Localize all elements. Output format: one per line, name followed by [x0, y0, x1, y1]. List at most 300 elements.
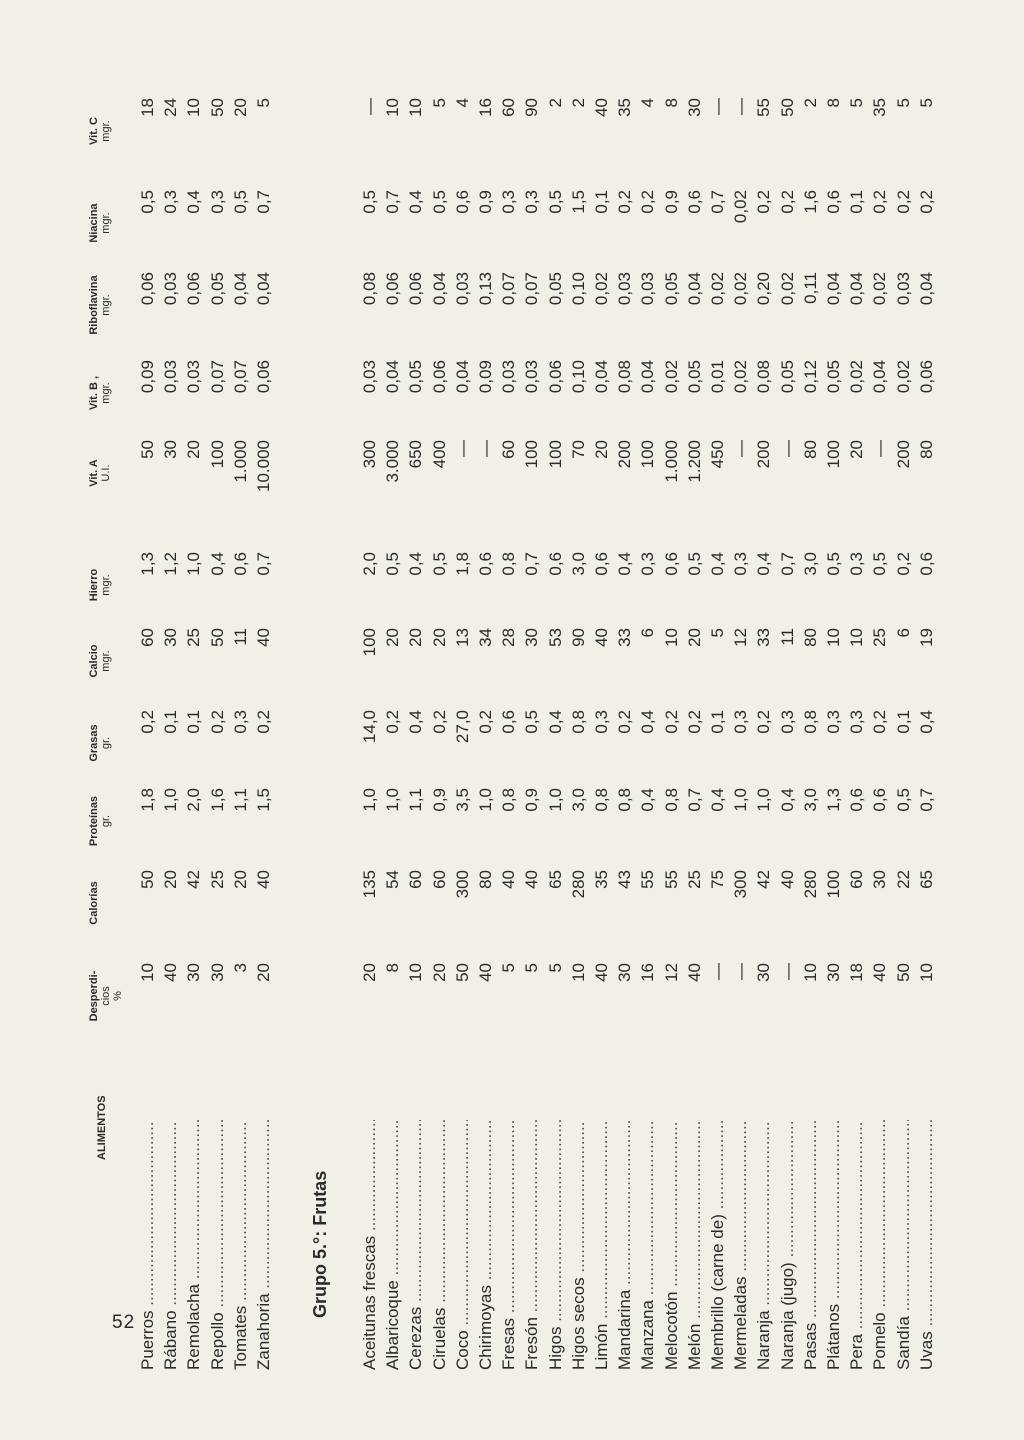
riboflavina-cell: 0,03 — [615, 272, 635, 306]
food-name: Higos secos ..... — [569, 1120, 589, 1370]
header-grasas — [88, 698, 112, 788]
desperdicios-cell: 20 — [360, 963, 379, 982]
calorias-cell: 60 — [847, 870, 867, 889]
calorias-cell: 100 — [824, 870, 843, 899]
vit-a-cell: 30 — [161, 440, 181, 459]
proteinas-cell: 1,0 — [545, 788, 565, 812]
niacina-cell: 0,2 — [893, 190, 913, 214]
grasas-cell: 0,8 — [568, 710, 588, 734]
riboflavina-cell: 0,04 — [916, 272, 936, 306]
niacina-cell: 0,5 — [429, 190, 449, 214]
proteinas-cell: 1,0 — [161, 788, 181, 812]
header-line: mgr. — [100, 294, 112, 316]
vit-a-cell: 300 — [360, 440, 379, 469]
calorias-cell: 40 — [522, 870, 542, 889]
calcio-cell: 19 — [916, 628, 936, 647]
calorias-cell: 25 — [684, 870, 704, 889]
food-name: Coco ..... — [453, 1120, 473, 1370]
desperdicios-cell: — — [708, 963, 727, 980]
food-name: Puerros ..... — [138, 1120, 158, 1370]
vit-c-cell: 5 — [916, 98, 936, 108]
niacina-cell: 0,02 — [731, 190, 751, 224]
vit-c-cell: 50 — [207, 98, 227, 117]
proteinas-cell: 0,8 — [615, 788, 635, 812]
niacina-cell: 0,4 — [184, 190, 204, 214]
calorias-cell: 65 — [545, 870, 565, 889]
vit-b-cell: 0,04 — [638, 360, 658, 394]
food-name: Manzana ..... — [638, 1120, 658, 1370]
header-riboflavina — [88, 260, 112, 350]
header-line: Proteínas — [88, 795, 100, 847]
desperdicios-cell: 18 — [847, 963, 867, 982]
calcio-cell: 33 — [754, 628, 774, 647]
niacina-cell: 0,1 — [847, 190, 867, 214]
proteinas-cell: 0,8 — [661, 788, 681, 812]
proteinas-cell: 0,9 — [429, 788, 449, 812]
calcio-cell: 10 — [661, 628, 681, 647]
grasas-cell: 0,5 — [522, 710, 542, 734]
calcio-cell: 10 — [824, 628, 843, 647]
hierro-cell: 0,4 — [615, 552, 635, 576]
grasas-cell: 0,3 — [230, 710, 250, 734]
calcio-cell: 28 — [499, 628, 519, 647]
niacina-cell: 0,3 — [207, 190, 227, 214]
desperdicios-cell: 30 — [184, 963, 204, 982]
desperdicios-cell: 5 — [522, 963, 542, 973]
food-name: Fresón ..... — [522, 1120, 542, 1370]
vit-b-cell: 0,03 — [522, 360, 542, 394]
vit-b-cell: 0,04 — [452, 360, 472, 394]
vit-c-cell: 2 — [545, 98, 565, 108]
vit-a-cell: — — [452, 440, 472, 457]
calorias-cell: 40 — [254, 870, 273, 889]
calorias-cell: 25 — [207, 870, 227, 889]
vit-a-cell: 1.000 — [661, 440, 681, 483]
vit-b-cell: 0,05 — [406, 360, 426, 394]
food-name: Plátanos ..... — [824, 1120, 844, 1370]
table-row — [208, 0, 230, 1370]
calorias-cell: 54 — [383, 870, 403, 889]
hierro-cell: 2,0 — [360, 552, 379, 576]
vit-a-cell: 100 — [207, 440, 227, 469]
vit-c-cell: 2 — [800, 98, 820, 108]
table-row — [685, 0, 707, 1370]
niacina-cell: 0,4 — [406, 190, 426, 214]
table-row — [184, 0, 206, 1370]
proteinas-cell: 1,0 — [754, 788, 774, 812]
food-name: Repollo ..... — [208, 1120, 228, 1370]
hierro-cell: 0,5 — [870, 552, 890, 576]
vit-c-cell: 40 — [592, 98, 611, 117]
header-line: Niacina — [88, 203, 100, 243]
hierro-cell: 0,6 — [916, 552, 936, 576]
vit-b-cell: 0,07 — [207, 360, 227, 394]
vit-a-cell: 650 — [406, 440, 426, 469]
vit-a-cell: 100 — [545, 440, 565, 469]
riboflavina-cell: 0,08 — [360, 272, 379, 306]
food-name: Fresas ..... — [499, 1120, 519, 1370]
riboflavina-cell: 0,04 — [230, 272, 250, 306]
vit-b-cell: 0,10 — [568, 360, 588, 394]
calorias-cell: 75 — [708, 870, 727, 889]
header-line: mgr. — [100, 382, 112, 404]
vit-b-cell: 0,02 — [893, 360, 913, 394]
niacina-cell: 0,7 — [383, 190, 403, 214]
calorias-cell: 40 — [499, 870, 519, 889]
riboflavina-cell: 0,02 — [708, 272, 727, 306]
riboflavina-cell: 0,06 — [138, 272, 157, 306]
riboflavina-cell: 0,03 — [638, 272, 658, 306]
desperdicios-cell: — — [731, 963, 751, 980]
calcio-cell: 40 — [254, 628, 273, 647]
calcio-cell: 50 — [207, 628, 227, 647]
vit-b-cell: 0,04 — [870, 360, 890, 394]
food-name: Tomates ..... — [231, 1120, 251, 1370]
page-number: 52 — [112, 1312, 136, 1333]
riboflavina-cell: 0,07 — [522, 272, 542, 306]
proteinas-cell: 3,5 — [452, 788, 472, 812]
hierro-cell: 0,2 — [893, 552, 913, 576]
hierro-cell: 0,4 — [708, 552, 727, 576]
vit-a-cell: 100 — [522, 440, 542, 469]
calcio-cell: 25 — [870, 628, 890, 647]
vit-a-cell: — — [777, 440, 797, 457]
proteinas-cell: 0,4 — [638, 788, 658, 812]
proteinas-cell: 0,7 — [684, 788, 704, 812]
vit-c-cell: 35 — [870, 98, 890, 117]
calcio-cell: 11 — [777, 628, 797, 646]
riboflavina-cell: 0,04 — [824, 272, 843, 306]
vit-b-cell: 0,12 — [800, 360, 820, 394]
hierro-cell: 0,5 — [824, 552, 843, 576]
table-row — [870, 0, 892, 1370]
vit-a-cell: — — [731, 440, 751, 457]
calcio-cell: 60 — [138, 628, 157, 647]
food-name: Rábano ..... — [161, 1120, 181, 1370]
vit-c-cell: 10 — [184, 98, 204, 117]
hierro-cell: 0,6 — [661, 552, 681, 576]
header-line: U.I. — [100, 464, 112, 482]
header-line: Vit. A — [88, 459, 100, 487]
calorias-cell: 50 — [138, 870, 157, 889]
proteinas-cell: 1,8 — [138, 788, 157, 812]
food-name: Naranja (jugo) ..... — [778, 1120, 798, 1370]
header-desperdicios — [88, 951, 124, 1041]
riboflavina-cell: 0,02 — [777, 272, 797, 306]
calcio-cell: 12 — [731, 628, 751, 647]
food-name: Zanahoria ..... — [254, 1120, 274, 1370]
calcio-cell: 11 — [230, 628, 250, 646]
food-name: Melocotón ..... — [662, 1120, 682, 1370]
niacina-cell: 1,6 — [800, 190, 820, 214]
vit-a-cell: 200 — [893, 440, 913, 469]
riboflavina-cell: 0,03 — [161, 272, 181, 306]
header-line: mgr. — [100, 650, 112, 672]
table-row — [476, 0, 498, 1370]
desperdicios-cell: 40 — [161, 963, 181, 982]
hierro-cell: 3,0 — [800, 552, 820, 576]
hierro-cell: 0,6 — [476, 552, 495, 576]
riboflavina-cell: 0,11 — [800, 272, 820, 304]
table-row — [847, 0, 869, 1370]
proteinas-cell: 1,5 — [254, 788, 273, 812]
vit-c-cell: 8 — [661, 98, 681, 108]
calorias-cell: 20 — [161, 870, 181, 889]
riboflavina-cell: 0,06 — [406, 272, 426, 306]
riboflavina-cell: 0,10 — [568, 272, 588, 306]
vit-c-cell: 55 — [754, 98, 774, 117]
hierro-cell: 0,7 — [522, 552, 542, 576]
vit-b-cell: 0,08 — [754, 360, 774, 394]
niacina-cell: 0,3 — [161, 190, 181, 214]
food-name: Aceitunas frescas ..... — [360, 1120, 380, 1370]
vit-a-cell: 80 — [916, 440, 936, 459]
table-row — [638, 0, 660, 1370]
vit-a-cell: 1.200 — [684, 440, 704, 483]
hierro-cell: 0,5 — [684, 552, 704, 576]
table-row — [546, 0, 568, 1370]
vit-c-cell: 5 — [847, 98, 867, 108]
desperdicios-cell: — — [777, 963, 797, 980]
vit-b-cell: 0,03 — [161, 360, 181, 394]
niacina-cell: 0,7 — [254, 190, 273, 214]
vit-c-cell: 5 — [254, 98, 273, 108]
calcio-cell: 53 — [545, 628, 565, 647]
calcio-cell: 20 — [429, 628, 449, 647]
vit-c-cell: 16 — [476, 98, 495, 117]
calorias-cell: 60 — [429, 870, 449, 889]
proteinas-cell: 1,0 — [383, 788, 403, 812]
vit-c-cell: 50 — [777, 98, 797, 117]
table-row — [801, 0, 823, 1370]
calcio-cell: 34 — [476, 628, 495, 647]
niacina-cell: 0,6 — [684, 190, 704, 214]
hierro-cell: 0,4 — [406, 552, 426, 576]
calorias-cell: 55 — [661, 870, 681, 889]
vit-b-cell: 0,02 — [661, 360, 681, 394]
calcio-cell: 25 — [184, 628, 204, 647]
hierro-cell: 0,5 — [383, 552, 403, 576]
proteinas-cell: 0,9 — [522, 788, 542, 812]
calorias-cell: 42 — [184, 870, 204, 889]
desperdicios-cell: 10 — [800, 963, 820, 982]
grasas-cell: 0,2 — [383, 710, 403, 734]
calcio-cell: 30 — [522, 628, 542, 647]
desperdicios-cell: 50 — [452, 963, 472, 982]
vit-c-cell: 10 — [383, 98, 403, 117]
table-row — [894, 0, 916, 1370]
niacina-cell: 0,7 — [708, 190, 727, 214]
desperdicios-cell: 40 — [476, 963, 495, 982]
vit-a-cell: 100 — [638, 440, 658, 469]
calorias-cell: 65 — [916, 870, 936, 889]
niacina-cell: 0,3 — [499, 190, 519, 214]
header-hierro — [88, 540, 112, 630]
riboflavina-cell: 0,05 — [661, 272, 681, 306]
header-line: cios — [100, 986, 112, 1006]
grasas-cell: 0,4 — [406, 710, 426, 734]
calcio-cell: 40 — [592, 628, 611, 647]
vit-c-cell: 60 — [499, 98, 519, 117]
header-line: Grasas — [88, 724, 100, 762]
riboflavina-cell: 0,13 — [476, 272, 495, 306]
riboflavina-cell: 0,02 — [870, 272, 890, 306]
calorias-cell: 35 — [592, 870, 611, 889]
hierro-cell: 0,5 — [429, 552, 449, 576]
hierro-cell: 0,3 — [731, 552, 751, 576]
vit-b-cell: 0,04 — [383, 360, 403, 394]
riboflavina-cell: 0,03 — [452, 272, 472, 306]
vit-c-cell: 4 — [638, 98, 658, 108]
calcio-cell: 33 — [615, 628, 635, 647]
header-proteinas — [88, 776, 112, 866]
header-line: mgr. — [100, 120, 112, 142]
proteinas-cell: 0,5 — [893, 788, 913, 812]
niacina-cell: 0,9 — [476, 190, 495, 214]
vit-a-cell: 20 — [592, 440, 611, 459]
table-row — [662, 0, 684, 1370]
food-name: Mermeladas ..... — [731, 1120, 751, 1370]
food-name: Uvas ..... — [917, 1120, 937, 1370]
desperdicios-cell: 20 — [254, 963, 273, 982]
vit-a-cell: — — [476, 440, 495, 457]
vit-a-cell: 20 — [184, 440, 204, 459]
grasas-cell: 0,3 — [592, 710, 611, 734]
food-name: Ciruelas ..... — [430, 1120, 450, 1370]
niacina-cell: 0,5 — [360, 190, 379, 214]
grasas-cell: 0,2 — [754, 710, 774, 734]
vit-b-cell: 0,03 — [184, 360, 204, 394]
header-line: Calcio — [88, 644, 100, 678]
niacina-cell: 0,5 — [545, 190, 565, 214]
vit-c-cell: 5 — [429, 98, 449, 108]
food-name: Albaricoque ..... — [383, 1120, 403, 1370]
table-row — [522, 0, 544, 1370]
hierro-cell: 0,8 — [499, 552, 519, 576]
niacina-cell: 0,2 — [638, 190, 658, 214]
vit-b-cell: 0,05 — [777, 360, 797, 394]
riboflavina-cell: 0,07 — [499, 272, 519, 306]
food-name: Pomelo ..... — [870, 1120, 890, 1370]
vit-b-cell: 0,06 — [916, 360, 936, 394]
vit-c-cell: — — [708, 98, 727, 115]
desperdicios-cell: 40 — [870, 963, 890, 982]
proteinas-cell: 0,8 — [499, 788, 519, 812]
food-name: Pasas ..... — [801, 1120, 821, 1370]
desperdicios-cell: 40 — [684, 963, 704, 982]
table-row — [754, 0, 776, 1370]
calorias-cell: 43 — [615, 870, 635, 889]
vit-b-cell: 0,02 — [847, 360, 867, 394]
hierro-cell: 0,4 — [207, 552, 227, 576]
calorias-cell: 300 — [731, 870, 751, 899]
food-name: Melón ..... — [685, 1120, 705, 1370]
grasas-cell: 0,2 — [254, 710, 273, 734]
proteinas-cell: 3,0 — [800, 788, 820, 812]
proteinas-cell: 1,0 — [731, 788, 751, 812]
nutrition-table — [88, 0, 988, 1370]
vit-c-cell: 5 — [893, 98, 913, 108]
table-row — [778, 0, 800, 1370]
grasas-cell: 0,8 — [800, 710, 820, 734]
grasas-cell: 0,2 — [207, 710, 227, 734]
table-row — [592, 0, 614, 1370]
grasas-cell: 0,1 — [184, 710, 204, 734]
riboflavina-cell: 0,04 — [847, 272, 867, 306]
vit-b-cell: 0,01 — [708, 360, 727, 394]
calcio-cell: 20 — [684, 628, 704, 647]
header-line: % — [112, 991, 124, 1001]
table-row — [231, 0, 253, 1370]
proteinas-cell: 1,6 — [207, 788, 227, 812]
desperdicios-cell: 10 — [406, 963, 426, 982]
niacina-cell: 0,2 — [754, 190, 774, 214]
proteinas-cell: 0,6 — [847, 788, 867, 812]
riboflavina-cell: 0,06 — [184, 272, 204, 306]
grasas-cell: 0,6 — [499, 710, 519, 734]
desperdicios-cell: 5 — [499, 963, 519, 973]
table-row — [824, 0, 846, 1370]
proteinas-cell: 1,0 — [360, 788, 379, 812]
vit-a-cell: 80 — [800, 440, 820, 459]
calorias-cell: 22 — [893, 870, 913, 889]
vit-c-cell: 35 — [615, 98, 635, 117]
desperdicios-cell: 20 — [429, 963, 449, 982]
grasas-cell: 0,2 — [684, 710, 704, 734]
niacina-cell: 0,5 — [230, 190, 250, 214]
vit-a-cell: 100 — [824, 440, 843, 469]
vit-c-cell: 2 — [568, 98, 588, 108]
proteinas-cell: 0,8 — [592, 788, 611, 812]
calcio-cell: 20 — [406, 628, 426, 647]
vit-a-cell: 200 — [754, 440, 774, 469]
hierro-cell: 0,3 — [847, 552, 867, 576]
food-name: Sandía ..... — [894, 1120, 914, 1370]
vit-b-cell: 0,02 — [731, 360, 751, 394]
proteinas-cell: 0,7 — [916, 788, 936, 812]
riboflavina-cell: 0,02 — [731, 272, 751, 306]
proteinas-cell: 1,0 — [476, 788, 495, 812]
grasas-cell: 0,1 — [708, 710, 727, 734]
proteinas-cell: 0,6 — [870, 788, 890, 812]
riboflavina-cell: 0,05 — [545, 272, 565, 306]
desperdicios-cell: 30 — [615, 963, 635, 982]
hierro-cell: 1,0 — [184, 552, 204, 576]
grasas-cell: 0,2 — [615, 710, 635, 734]
table-row — [360, 0, 382, 1370]
food-name: Higos ..... — [546, 1120, 566, 1370]
hierro-cell: 0,6 — [592, 552, 611, 576]
table-row — [615, 0, 637, 1370]
calorias-cell: 60 — [406, 870, 426, 889]
niacina-cell: 0,1 — [592, 190, 611, 214]
table-row — [406, 0, 428, 1370]
desperdicios-cell: 10 — [568, 963, 588, 982]
vit-b-cell: 0,09 — [476, 360, 495, 394]
grasas-cell: 0,4 — [545, 710, 565, 734]
desperdicios-cell: 5 — [545, 963, 565, 973]
hierro-cell: 0,7 — [254, 552, 273, 576]
riboflavina-cell: 0,02 — [592, 272, 611, 306]
grasas-cell: 0,2 — [138, 710, 157, 734]
vit-a-cell: 50 — [138, 440, 157, 459]
vit-a-cell: 450 — [708, 440, 727, 469]
grasas-cell: 0,2 — [429, 710, 449, 734]
vit-c-cell: 20 — [230, 98, 250, 117]
vit-a-cell: — — [870, 440, 890, 457]
desperdicios-cell: 8 — [383, 963, 403, 973]
niacina-cell: 0,2 — [916, 190, 936, 214]
